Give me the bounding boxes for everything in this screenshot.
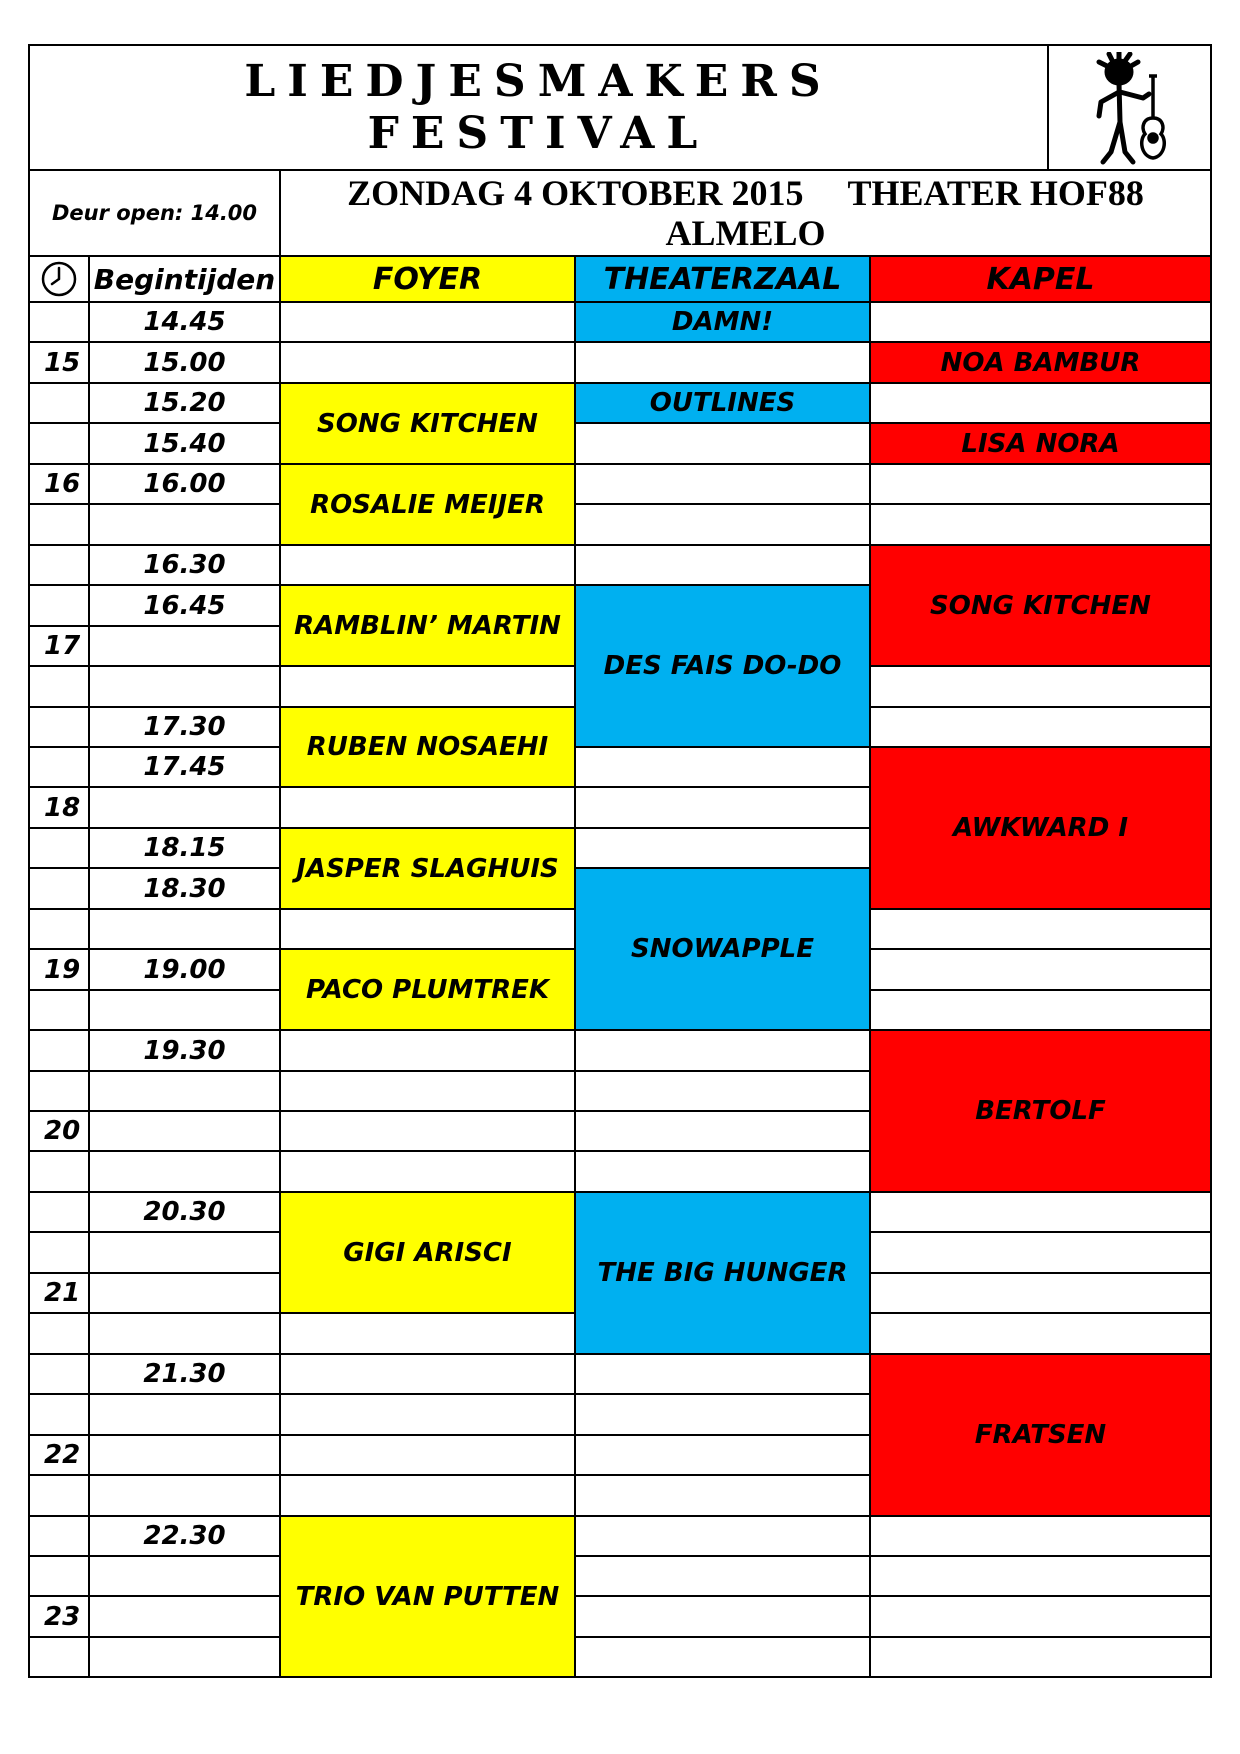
start-time-cell — [88, 1555, 281, 1597]
start-time-cell — [88, 1070, 281, 1112]
start-time-cell: 18.15 — [88, 827, 281, 869]
start-time-cell: 21.30 — [88, 1353, 281, 1395]
hour-cell — [28, 1191, 90, 1233]
kapel-empty-slot — [869, 1515, 1212, 1557]
foyer-performance: SONG KITCHEN — [279, 382, 576, 465]
theaterzaal-empty-slot — [574, 544, 871, 586]
theaterzaal-empty-slot — [574, 1555, 871, 1597]
kapel-empty-slot — [869, 301, 1212, 343]
hour-cell — [28, 1150, 90, 1193]
kapel-empty-slot — [869, 1312, 1212, 1355]
theaterzaal-empty-slot — [574, 746, 871, 788]
kapel-header: KAPEL — [869, 255, 1212, 303]
start-time-cell — [88, 1312, 281, 1355]
hour-cell: 20 — [28, 1110, 90, 1152]
hour-cell — [28, 1231, 90, 1274]
theaterzaal-empty-slot — [574, 1515, 871, 1557]
times-header: Begintijden — [88, 255, 281, 303]
hour-cell — [28, 746, 90, 788]
hour-cell — [28, 1312, 90, 1355]
hour-cell — [28, 706, 90, 748]
hour-cell — [28, 908, 90, 950]
hour-cell — [28, 827, 90, 869]
foyer-empty-slot — [279, 1150, 576, 1193]
hour-cell: 18 — [28, 786, 90, 829]
kapel-empty-slot — [869, 1595, 1212, 1638]
start-time-cell — [88, 908, 281, 950]
foyer-empty-slot — [279, 1312, 576, 1355]
start-time-cell: 15.20 — [88, 382, 281, 424]
start-time-cell: 14.45 — [88, 301, 281, 343]
theaterzaal-empty-slot — [574, 1353, 871, 1395]
foyer-header: FOYER — [279, 255, 576, 303]
hour-cell — [28, 422, 90, 465]
foyer-empty-slot — [279, 301, 576, 343]
foyer-empty-slot — [279, 1029, 576, 1072]
kapel-performance: SONG KITCHEN — [869, 544, 1212, 667]
kapel-empty-slot — [869, 1231, 1212, 1274]
theaterzaal-performance: SNOWAPPLE — [574, 867, 871, 1031]
start-time-cell: 20.30 — [88, 1191, 281, 1233]
hour-cell — [28, 665, 90, 708]
hour-cell: 23 — [28, 1595, 90, 1638]
start-time-cell: 18.30 — [88, 867, 281, 910]
kapel-performance: FRATSEN — [869, 1353, 1212, 1517]
kapel-empty-slot — [869, 463, 1212, 505]
hour-cell — [28, 1029, 90, 1072]
hour-cell — [28, 503, 90, 546]
theaterzaal-empty-slot — [574, 1150, 871, 1193]
hour-cell — [28, 1353, 90, 1395]
kapel-empty-slot — [869, 1555, 1212, 1597]
start-time-cell — [88, 1150, 281, 1193]
hour-cell: 15 — [28, 341, 90, 384]
theaterzaal-empty-slot — [574, 1474, 871, 1517]
foyer-empty-slot — [279, 1070, 576, 1112]
foyer-performance: PACO PLUMTREK — [279, 948, 576, 1031]
start-time-cell: 19.00 — [88, 948, 281, 991]
start-time-cell — [88, 989, 281, 1031]
start-time-cell — [88, 625, 281, 667]
theaterzaal-performance: OUTLINES — [574, 382, 871, 424]
hour-cell — [28, 867, 90, 910]
title-line-2: FESTIVAL — [367, 107, 710, 159]
theaterzaal-empty-slot — [574, 463, 871, 505]
title-line-1: LIEDJESMAKERS — [244, 55, 833, 107]
start-time-cell: 19.30 — [88, 1029, 281, 1072]
foyer-performance: ROSALIE MEIJER — [279, 463, 576, 546]
theaterzaal-performance: DAMN! — [574, 301, 871, 343]
kapel-empty-slot — [869, 665, 1212, 708]
hour-cell — [28, 989, 90, 1031]
start-time-cell — [88, 786, 281, 829]
kapel-empty-slot — [869, 706, 1212, 748]
start-time-cell — [88, 1110, 281, 1152]
hour-cell: 21 — [28, 1272, 90, 1314]
foyer-empty-slot — [279, 1110, 576, 1152]
start-time-cell — [88, 1272, 281, 1314]
hour-cell — [28, 584, 90, 627]
kapel-empty-slot — [869, 908, 1212, 950]
theaterzaal-performance: DES FAIS DO-DO — [574, 584, 871, 748]
start-time-cell — [88, 1393, 281, 1436]
hour-cell: 16 — [28, 463, 90, 505]
hour-cell: 19 — [28, 948, 90, 991]
guitar-player-icon — [1087, 52, 1177, 168]
hour-cell — [28, 1070, 90, 1112]
hour-cell: 17 — [28, 625, 90, 667]
event-info — [279, 169, 1212, 257]
kapel-empty-slot — [869, 1272, 1212, 1314]
start-time-cell: 22.30 — [88, 1515, 281, 1557]
start-time-cell: 16.45 — [88, 584, 281, 627]
theaterzaal-empty-slot — [574, 1110, 871, 1152]
theaterzaal-empty-slot — [574, 341, 871, 384]
kapel-performance: AWKWARD I — [869, 746, 1212, 910]
logo — [1047, 44, 1212, 171]
foyer-empty-slot — [279, 1434, 576, 1476]
foyer-performance: GIGI ARISCI — [279, 1191, 576, 1314]
hour-cell — [28, 1636, 90, 1678]
start-time-cell: 17.45 — [88, 746, 281, 788]
start-time-cell — [88, 1595, 281, 1638]
theaterzaal-performance: THE BIG HUNGER — [574, 1191, 871, 1355]
start-time-cell — [88, 1474, 281, 1517]
start-time-cell — [88, 503, 281, 546]
hour-cell — [28, 1393, 90, 1436]
start-time-cell — [88, 1231, 281, 1274]
kapel-empty-slot — [869, 503, 1212, 546]
theaterzaal-empty-slot — [574, 1595, 871, 1638]
start-time-cell — [88, 1636, 281, 1678]
theaterzaal-empty-slot — [574, 786, 871, 829]
theaterzaal-empty-slot — [574, 422, 871, 465]
foyer-performance: RUBEN NOSAEHI — [279, 706, 576, 788]
start-time-cell — [88, 665, 281, 708]
theaterzaal-empty-slot — [574, 1070, 871, 1112]
foyer-empty-slot — [279, 1393, 576, 1436]
foyer-empty-slot — [279, 341, 576, 384]
theaterzaal-empty-slot — [574, 827, 871, 869]
hour-cell — [28, 544, 90, 586]
kapel-empty-slot — [869, 1191, 1212, 1233]
theaterzaal-empty-slot — [574, 1636, 871, 1678]
foyer-empty-slot — [279, 786, 576, 829]
hour-cell — [28, 1555, 90, 1597]
kapel-empty-slot — [869, 948, 1212, 991]
start-time-cell: 16.00 — [88, 463, 281, 505]
theaterzaal-header: THEATERZAAL — [574, 255, 871, 303]
start-time-cell: 15.40 — [88, 422, 281, 465]
theaterzaal-empty-slot — [574, 1393, 871, 1436]
start-time-cell: 15.00 — [88, 341, 281, 384]
event-venue: THEATER HOF88 — [847, 173, 1144, 213]
hour-cell — [28, 1515, 90, 1557]
clock-header — [28, 255, 90, 303]
start-time-cell: 17.30 — [88, 706, 281, 748]
festival-title — [28, 44, 1049, 171]
event-city: ALMELO — [665, 213, 826, 253]
kapel-empty-slot — [869, 382, 1212, 424]
theaterzaal-empty-slot — [574, 1434, 871, 1476]
start-time-cell — [88, 1434, 281, 1476]
hour-cell — [28, 1474, 90, 1517]
kapel-empty-slot — [869, 1636, 1212, 1678]
kapel-empty-slot — [869, 989, 1212, 1031]
foyer-empty-slot — [279, 1474, 576, 1517]
clock-icon — [40, 260, 78, 298]
hour-cell — [28, 301, 90, 343]
hour-cell — [28, 382, 90, 424]
foyer-empty-slot — [279, 544, 576, 586]
foyer-performance: RAMBLIN’ MARTIN — [279, 584, 576, 667]
kapel-performance: BERTOLF — [869, 1029, 1212, 1193]
start-time-cell: 16.30 — [88, 544, 281, 586]
theaterzaal-empty-slot — [574, 503, 871, 546]
foyer-performance: JASPER SLAGHUIS — [279, 827, 576, 910]
event-date: ZONDAG 4 OKTOBER 2015 — [347, 173, 804, 213]
foyer-performance: TRIO VAN PUTTEN — [279, 1515, 576, 1678]
kapel-performance: NOA BAMBUR — [869, 341, 1212, 384]
foyer-empty-slot — [279, 665, 576, 708]
hour-cell: 22 — [28, 1434, 90, 1476]
door-open-time: Deur open: 14.00 — [28, 169, 281, 257]
kapel-performance: LISA NORA — [869, 422, 1212, 465]
foyer-empty-slot — [279, 908, 576, 950]
foyer-empty-slot — [279, 1353, 576, 1395]
theaterzaal-empty-slot — [574, 1029, 871, 1072]
